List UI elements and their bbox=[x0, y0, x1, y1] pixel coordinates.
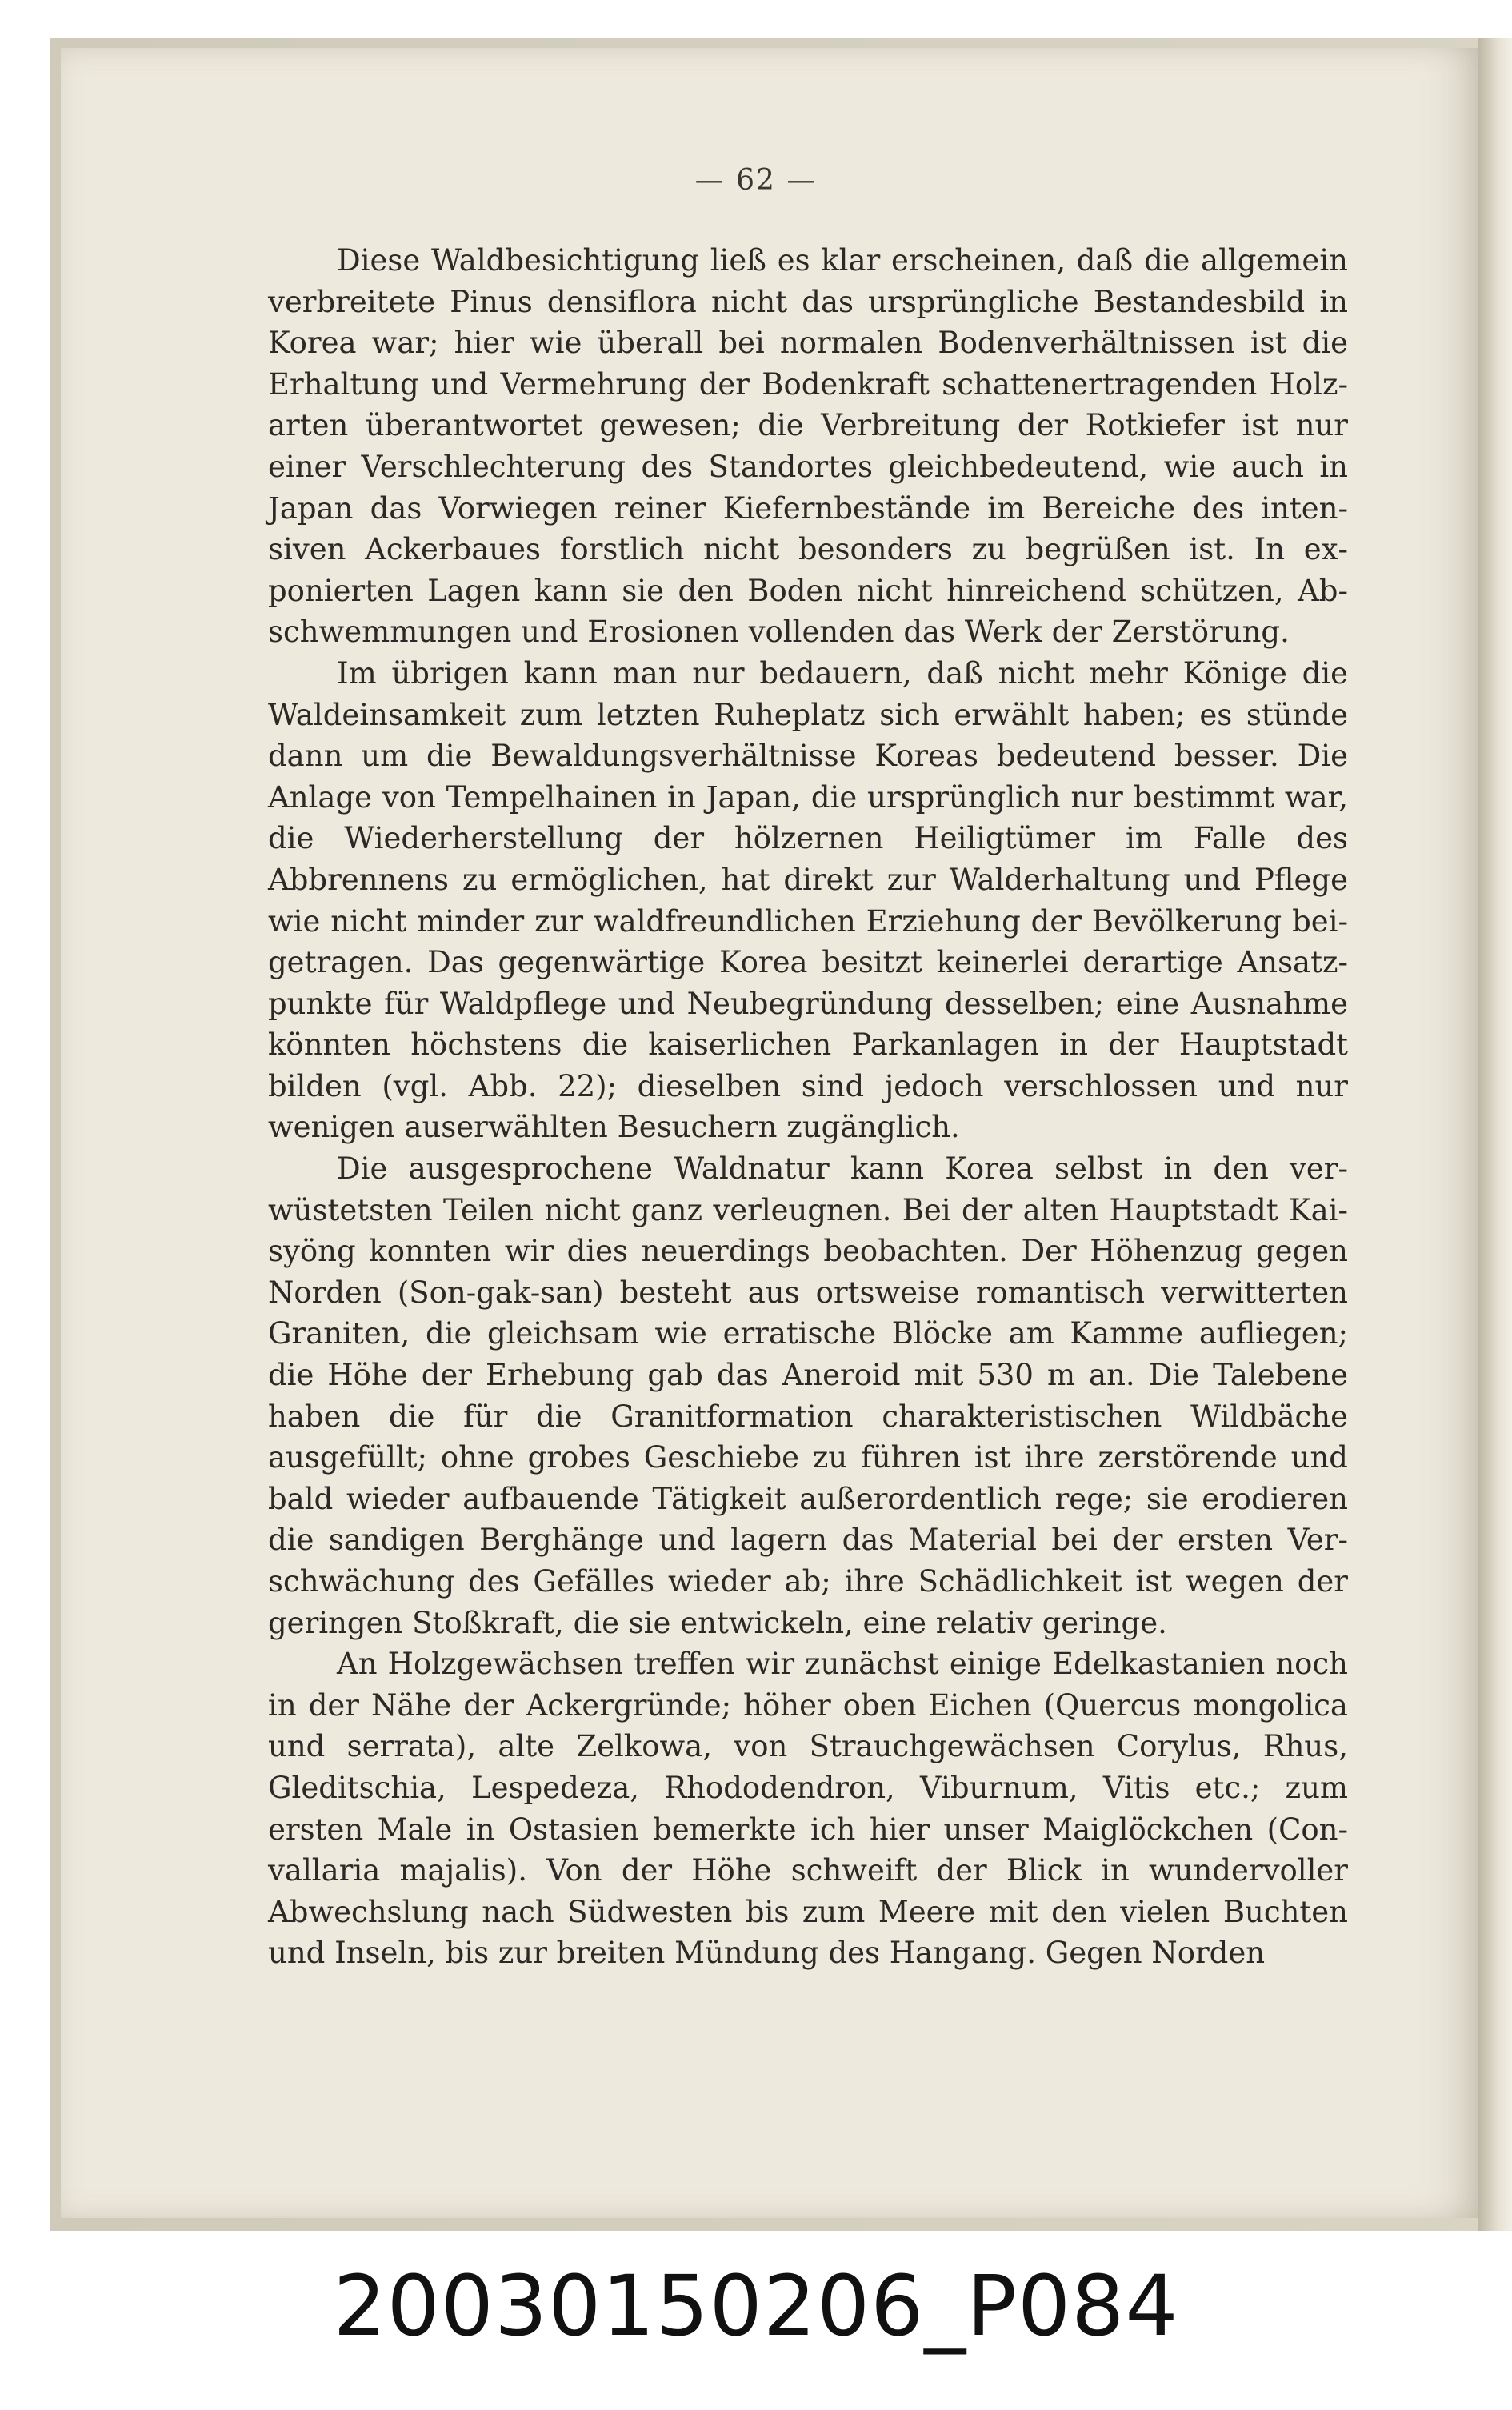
paragraph-4: An Holzgewächsen treffen wir zunächst einige Edelkastanien noch in der Nähe der Ackergründe; höher oben Eichen (Quercus mongolica und serrata), alte Zelkowa, von Strauchgewächsen Corylus, Rhus, Gleditschia, Lespedeza, Rhododendron, Viburnum, Vitis etc.; zum ersten Male in Ostasien bemerkte ich hier unser Maiglöckchen (Convallaria majalis). Von der Höhe schweift der Blick in wundervoller Abwechslung nach Südwesten bis zum Meere mit den vielen Buchten und Inseln, bis zur breiten Mündung des Hangang. Gegen Norden bbox=[268, 1647, 1348, 1971]
page-edge bbox=[1478, 38, 1512, 2231]
image-id-caption: 20030150206_P084 bbox=[333, 2257, 1179, 2355]
paragraph-1: Diese Waldbesichtigung ließ es klar erscheinen, daß die allgemein verbreitete Pinus densiflora nicht das ursprüngliche Bestandesbild in Korea war; hier wie überall bei normalen Bodenverhältnissen ist die Erhaltung und Vermehrung der Bodenkraft schattenertragenden Holzarten überantwortet gewesen; die Verbreitung der Rotkiefer ist nur einer Verschlechterung des Standortes gleichbedeutend, wie auch in Japan das Vorwiegen reiner Kiefernbestände im Bereiche des intensiven Ackerbaues forstlich nicht besonders zu begrüßen ist. In exponierten Lagen kann sie den Boden nicht hinreichend schützen, Abschwemmungen und Erosionen vollenden das Werk der Zerstörung. bbox=[268, 243, 1348, 650]
paragraph-2: Im übrigen kann man nur bedauern, daß nicht mehr Könige die Waldeinsamkeit zum letzten Ruheplatz sich erwählt haben; es stünde dann um die Bewaldungsverhältnisse Koreas bedeutend besser. Die Anlage von Tempelhainen in Japan, die ursprünglich nur bestimmt war, die Wiederherstellung der hölzernen Heiligtümer im Falle des Abbrennens zu ermöglichen, hat direkt zur Walderhaltung und Pflege wie nicht minder zur waldfreundlichen Erziehung der Bevölkerung beigetragen. Das gegenwärtige Korea besitzt keinerlei derartige Ansatzpunkte für Waldpflege und Neubegründung desselben; eine Ausnahme könnten höchstens die kaiserlichen Parkanlagen in der Hauptstadt bilden (vgl. Abb. 22); dieselben sind jedoch verschlossen und nur wenigen auserwählten Besuchern zugänglich. bbox=[268, 655, 1348, 1145]
body-text bbox=[268, 240, 1348, 1974]
paragraph-3: Die ausgesprochene Waldnatur kann Korea selbst in den verwüstetsten Teilen nicht ganz verleugnen. Bei der alten Hauptstadt Kai-syöng konnten wir dies neuerdings beobachten. Der Höhenzug gegen Norden (Son-gak-san) besteht aus ortsweise romantisch verwitterten Graniten, die gleichsam wie erratische Blöcke am Kamme aufliegen; die Höhe der Erhebung gab das Aneroid mit 530 m an. Die Talebene haben die für die Granitformation charakteristischen Wildbäche ausgefüllt; ohne grobes Geschiebe zu führen ist ihre zerstörende und bald wieder aufbauende Tätigkeit außerordentlich rege; sie erodieren die sandigen Berghänge und lagern das Material bei der ersten Verschwächung des Gefälles wieder ab; ihre Schädlichkeit ist wegen der geringen Stoßkraft, die sie entwickeln, eine relativ geringe. bbox=[268, 1151, 1348, 1640]
page-number: — 62 — bbox=[694, 164, 818, 197]
